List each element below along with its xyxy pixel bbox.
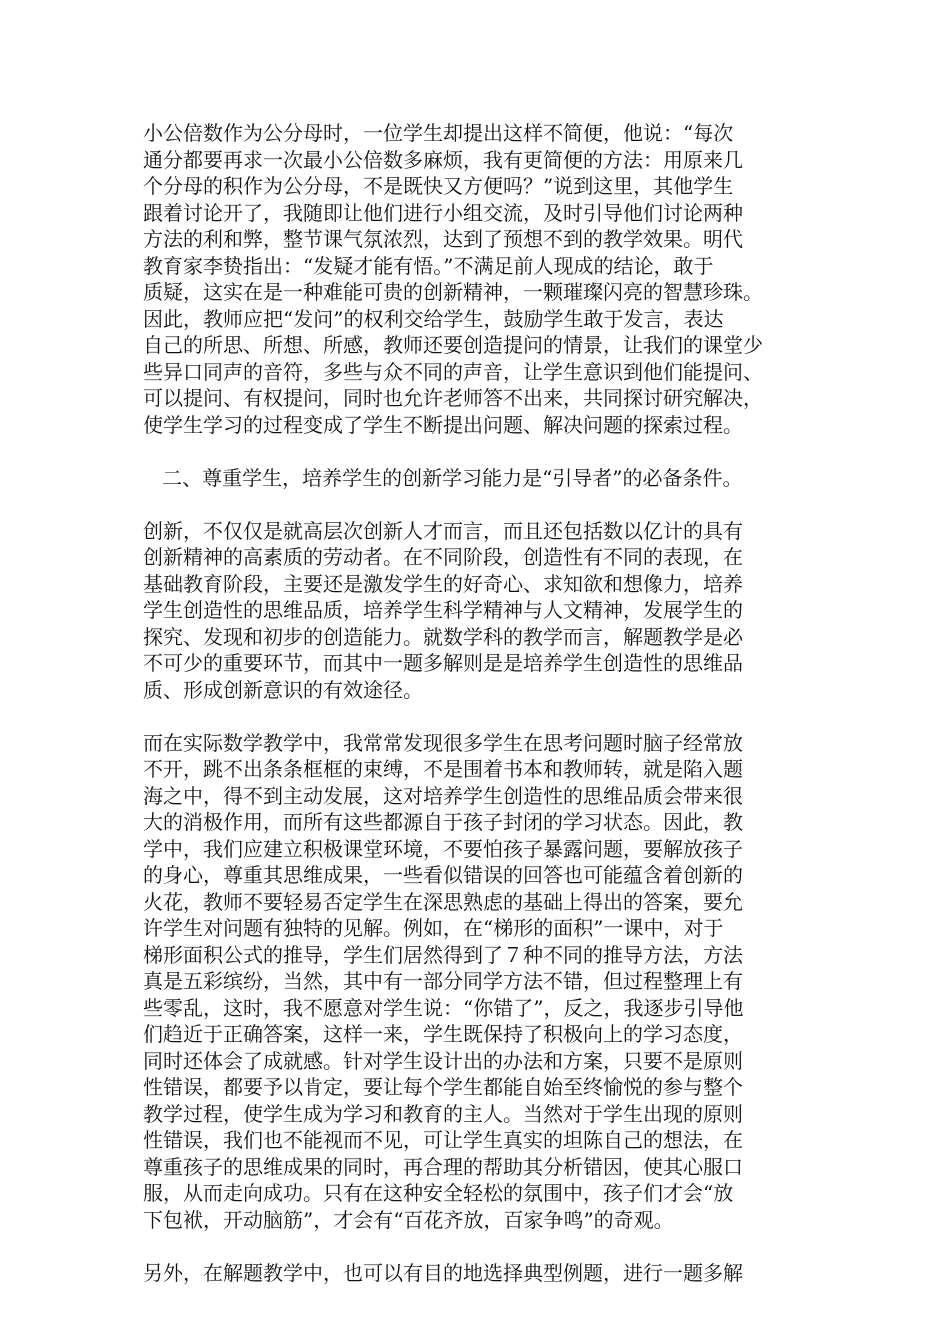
paragraph-gap — [143, 703, 815, 730]
text-line: 因此，教师应把“发问”的权利交给学生，鼓励学生敢于发言，表达 — [143, 306, 724, 331]
text-line: 些异口同声的音符，多些与众不同的声音，让学生意识到他们能提问、 — [143, 359, 763, 384]
text-line: 探究、发现和初步的创造能力。就数学科的教学而言，解题教学是必 — [143, 624, 743, 649]
document-body — [143, 120, 815, 1286]
text-line: 大的消极作用，而所有这些都源自于孩子封闭的学习状态。因此，教 — [143, 810, 743, 834]
text-line: 们趋近于正确答案，这样一来，学生既保持了积极向上的学习态度， — [143, 1022, 743, 1046]
text-line: 性错误，都要予以肯定，要让每个学生都能自始至终愉悦的参与整个 — [143, 1075, 743, 1099]
text-line: 同时还体会了成就感。针对学生设计出的办法和方案，只要不是原则 — [143, 1048, 743, 1073]
text-line: 些零乱，这时，我不愿意对学生说：“你错了”，反之，我逐步引导他 — [143, 995, 744, 1020]
heading-text: 二、尊重学生，培养学生的创新学习能力是“引导者”的必备条件。 — [143, 465, 743, 490]
text-line: 学中，我们应建立积极课堂环境，不要怕孩子暴露问题，要解放孩子 — [143, 836, 743, 861]
text-line: 跟着讨论开了，我随即让他们进行小组交流，及时引导他们讨论两种 — [143, 200, 743, 225]
paragraph-3 — [143, 730, 815, 1234]
text-line: 通分都要再求一次最小公倍数多麻烦，我有更简便的方法：用原来几 — [143, 147, 743, 172]
paragraph-4 — [143, 1260, 815, 1287]
text-line: 教育家李贽指出：“发疑才能有悟。”不满足前人现成的结论，敢于 — [143, 253, 714, 278]
text-line: 可以提问、有权提问，同时也允许老师答不出来，共同探讨研究解决， — [143, 386, 763, 410]
text-line: 性错误，我们也不能视而不见，可让学生真实的坦陈自己的想法，在 — [143, 1128, 743, 1152]
text-line: 创新精神的高素质的劳动者。在不同阶段，创造性有不同的表现，在 — [143, 545, 743, 569]
text-line: 使学生学习的过程变成了学生不断提出问题、解决问题的探索过程。 — [143, 412, 743, 437]
text-line: 服，从而走向成功。只有在这种安全轻松的氛围中，孩子们才会“放 — [143, 1181, 734, 1205]
text-line: 小公倍数作为公分母时，一位学生却提出这样不简便，他说：“每次 — [143, 121, 734, 145]
text-line: 下包袱，开动脑筋”，才会有“百花齐放，百家争鸣”的奇观。 — [143, 1207, 674, 1232]
text-line: 尊重孩子的思维成果的同时，再合理的帮助其分析错因，使其心服口 — [143, 1154, 743, 1179]
paragraph-gap — [143, 491, 815, 518]
text-line: 不可少的重要环节，而其中一题多解则是是培养学生创造性的思维品 — [143, 651, 743, 675]
text-line: 不开，跳不出条条框框的束缚，不是围着书本和教师转，就是陷入题 — [143, 757, 743, 781]
paragraph-2 — [143, 518, 815, 704]
text-line: 海之中，得不到主动发展，这对培养学生创造性的思维品质会带来很 — [143, 783, 743, 808]
paragraph-gap — [143, 1233, 815, 1260]
text-line: 另外，在解题教学中，也可以有目的地选择典型例题，进行一题多解 — [143, 1260, 743, 1285]
paragraph-1 — [143, 120, 815, 438]
text-line: 方法的利和弊，整节课气氛浓烈，达到了预想不到的教学效果。明代 — [143, 227, 743, 251]
text-line: 质疑，这实在是一种难能可贵的创新精神，一颗璀璨闪亮的智慧珍珠。 — [143, 280, 763, 304]
text-line: 自己的所思、所想、所感，教师还要创造提问的情景，让我们的课堂少 — [143, 333, 763, 357]
text-line: 的身心，尊重其思维成果，一些看似错误的回答也可能蕴含着创新的 — [143, 863, 743, 887]
text-line: 许学生对问题有独特的见解。例如，在“梯形的面积”一课中，对于 — [143, 916, 724, 940]
text-line: 真是五彩缤纷，当然，其中有一部分同学方法不错，但过程整理上有 — [143, 969, 743, 993]
text-line: 质、形成创新意识的有效途径。 — [143, 677, 423, 702]
text-line: 火花，教师不要轻易否定学生在深思熟虑的基础上得出的答案，要允 — [143, 889, 743, 914]
text-line: 而在实际数学教学中，我常常发现很多学生在思考问题时脑子经常放 — [143, 730, 743, 755]
text-line: 创新，不仅仅是就高层次创新人才而言，而且还包括数以亿计的具有 — [143, 518, 743, 543]
text-line: 基础教育阶段，主要还是激发学生的好奇心、求知欲和想像力，培养 — [143, 571, 743, 596]
text-line: 个分母的积作为公分母，不是既快又方便吗？”说到这里，其他学生 — [143, 174, 734, 198]
text-line: 教学过程，使学生成为学习和教育的主人。当然对于学生出现的原则 — [143, 1101, 743, 1126]
section-heading — [143, 465, 815, 492]
text-line: 学生创造性的思维品质，培养学生科学精神与人文精神，发展学生的 — [143, 598, 743, 622]
paragraph-gap — [143, 438, 815, 465]
text-line: 梯形面积公式的推导，学生们居然得到了７种不同的推导方法，方法 — [143, 942, 743, 967]
